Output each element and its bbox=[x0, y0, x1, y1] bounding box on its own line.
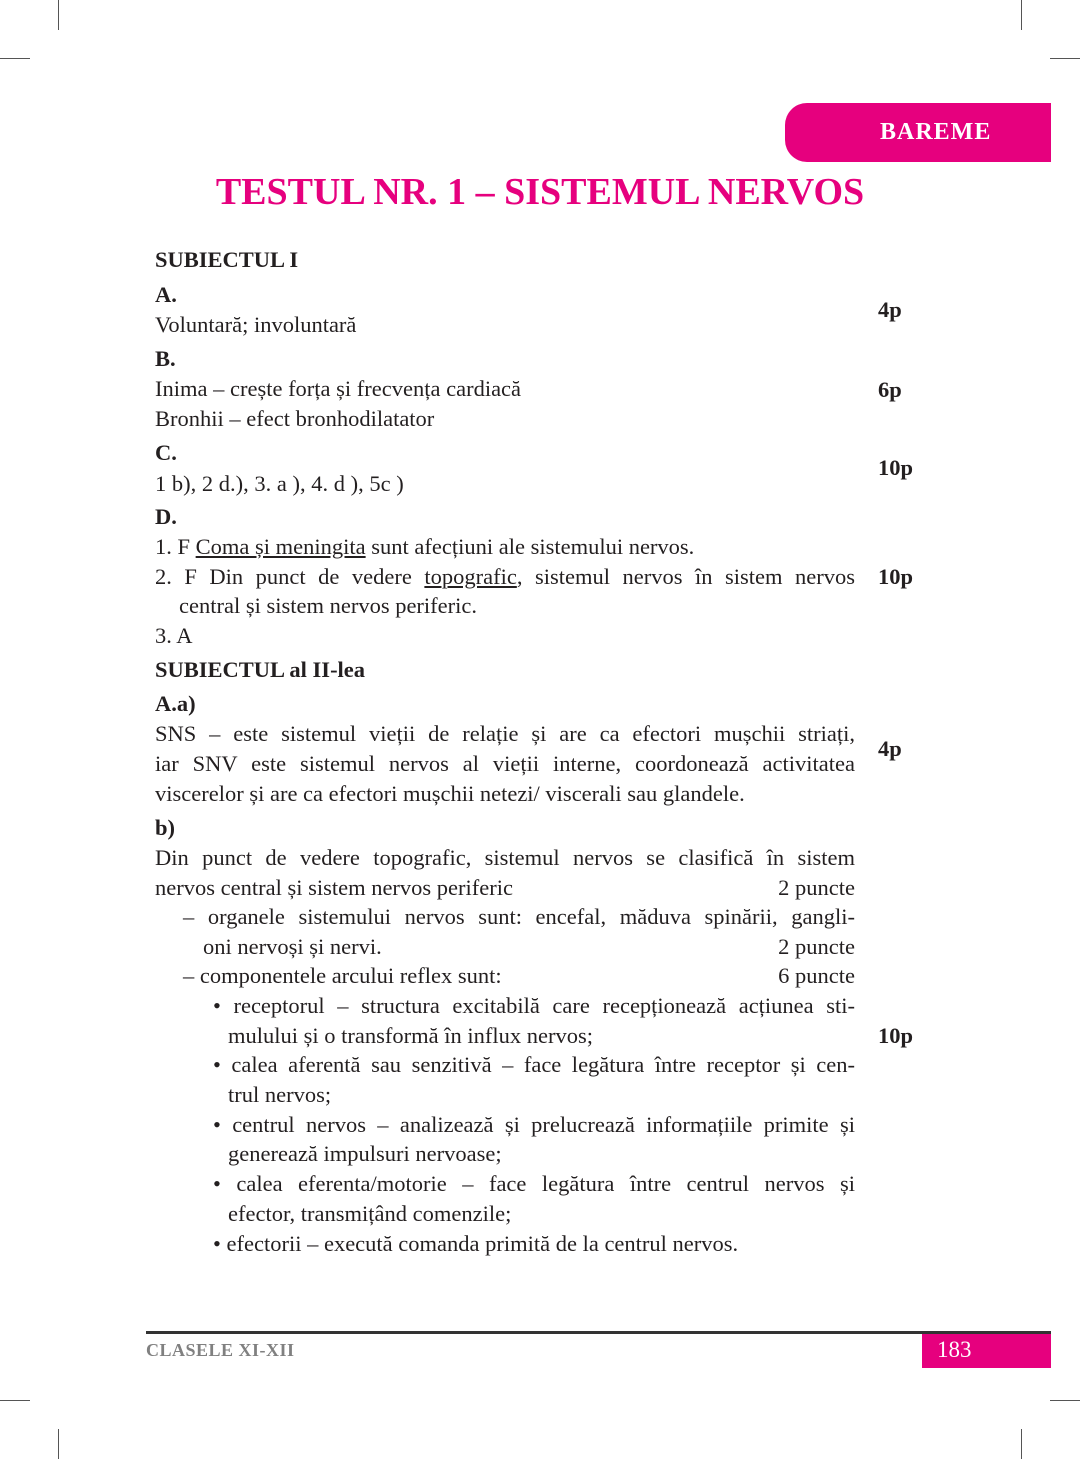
text: nervos central și sistem nervos periferic bbox=[155, 875, 514, 900]
sub-points: 6 puncte bbox=[778, 963, 855, 988]
item-a-points: 4p bbox=[878, 297, 902, 322]
bullet-item: • calea eferenta/motorie – face legătura între centrul nervos și bbox=[213, 1171, 855, 1196]
section-tab bbox=[785, 103, 1051, 162]
sub-points: 2 puncte bbox=[778, 875, 855, 900]
item-b-points: 6p bbox=[878, 377, 902, 402]
crop-mark bbox=[0, 58, 30, 59]
item-b-text bbox=[203, 933, 855, 961]
item-d-answer-3: 3. A bbox=[155, 623, 193, 648]
section-tab-label: BAREME bbox=[880, 119, 992, 145]
footer-label: CLASELE XI-XII bbox=[146, 1340, 295, 1360]
crop-mark bbox=[1050, 1400, 1080, 1401]
text: 1. F bbox=[155, 534, 196, 559]
item-b-text: Din punct de vedere topografic, sistemul nervos se clasifică în sistem bbox=[155, 845, 855, 870]
item-c-points: 10p bbox=[878, 455, 914, 480]
item-b-text: – organele sistemului nervos sunt: encefal, măduva spinării, gangli- bbox=[183, 904, 855, 929]
item-aa-points: 4p bbox=[878, 736, 902, 761]
item-b-points: 10p bbox=[878, 1023, 914, 1048]
item-b-label: B. bbox=[155, 346, 176, 371]
item-d-answer-1 bbox=[155, 533, 694, 561]
page-number: 183 bbox=[937, 1337, 972, 1362]
item-aa-text: SNS – este sistemul vieții de relație și are ca efectori mușchii striați, bbox=[155, 721, 855, 746]
item-aa-label: A.a) bbox=[155, 691, 196, 716]
item-a-answer: Voluntară; involuntară bbox=[155, 312, 357, 337]
subject-2-heading: SUBIECTUL al II-lea bbox=[155, 657, 366, 682]
item-b-answer: Inima – crește forța și frecvența cardiacă bbox=[155, 376, 522, 401]
footer-rule bbox=[146, 1331, 1051, 1334]
text: , sistemul nervos în sistem nervos bbox=[516, 564, 855, 589]
item-b-text bbox=[183, 962, 855, 990]
bullet-item: • receptorul – structura excitabilă care recepționează acțiunea sti- bbox=[213, 993, 855, 1018]
item-b-label: b) bbox=[155, 815, 176, 840]
text: 2. F Din punct de vedere bbox=[155, 564, 425, 589]
bullet-item: • calea aferentă sau senzitivă – face legătura între receptor și cen- bbox=[213, 1052, 855, 1077]
bullet-item-cont: mulului și o transformă în influx nervos; bbox=[228, 1023, 593, 1048]
item-c-answer: 1 b), 2 d.), 3. a ), 4. d ), 5c ) bbox=[155, 471, 404, 496]
underlined-text: Coma și meningita bbox=[195, 534, 366, 559]
crop-mark bbox=[1021, 1429, 1022, 1459]
bullet-item: • centrul nervos – analizează și prelucrează informațiile primite și bbox=[213, 1112, 855, 1137]
page-number-box bbox=[922, 1334, 1051, 1368]
item-aa-text: viscerelor și are ca efectori mușchii netezi/ viscerali sau glandele. bbox=[155, 781, 745, 806]
crop-mark bbox=[0, 1400, 30, 1401]
crop-mark bbox=[1021, 0, 1022, 30]
subject-1-heading: SUBIECTUL I bbox=[155, 247, 299, 272]
item-d-answer-2-cont: central și sistem nervos periferic. bbox=[179, 593, 478, 618]
bullet-item-cont: generează impulsuri nervoase; bbox=[228, 1141, 502, 1166]
bullet-item-cont: trul nervos; bbox=[228, 1082, 332, 1107]
page-title: TESTUL NR. 1 – SISTEMUL NERVOS bbox=[215, 171, 865, 213]
text: sunt afecțiuni ale sistemului nervos. bbox=[365, 534, 695, 559]
crop-mark bbox=[58, 0, 59, 30]
crop-mark bbox=[58, 1429, 59, 1459]
item-c-label: C. bbox=[155, 440, 177, 465]
underlined-text: topografic bbox=[424, 564, 517, 589]
item-b-text bbox=[155, 874, 855, 902]
item-d-label: D. bbox=[155, 504, 177, 529]
bullet-item-cont: efector, transmițând comenzile; bbox=[228, 1201, 512, 1226]
item-aa-text: iar SNV este sistemul nervos al vieții interne, coordonează activitatea bbox=[155, 751, 855, 776]
item-b-answer: Bronhii – efect bronhodilatator bbox=[155, 406, 435, 431]
item-d-answer-2 bbox=[155, 563, 855, 591]
item-d-points: 10p bbox=[878, 564, 914, 589]
item-a-label: A. bbox=[155, 282, 177, 307]
sub-points: 2 puncte bbox=[778, 934, 855, 959]
text: oni nervoși și nervi. bbox=[203, 934, 382, 959]
text: – componentele arcului reflex sunt: bbox=[183, 963, 502, 988]
bullet-item: • efectorii – execută comanda primită de la centrul nervos. bbox=[213, 1231, 739, 1256]
crop-mark bbox=[1050, 58, 1080, 59]
